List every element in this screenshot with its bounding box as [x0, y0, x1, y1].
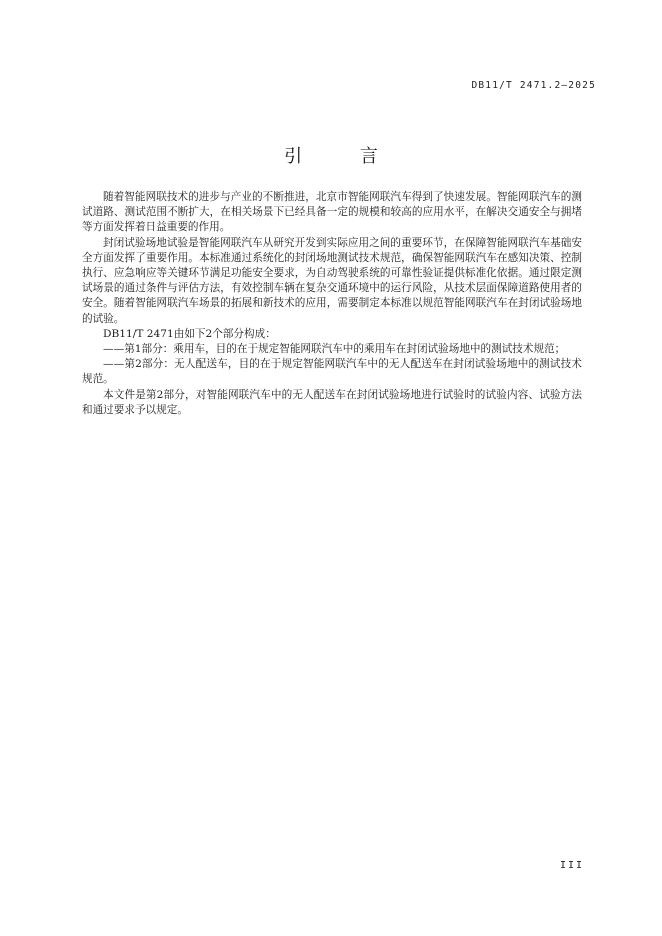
paragraph: 本文件是第2部分，对智能网联汽车中的无人配送车在封闭试验场地进行试验时的试验内容、试验方法和通过要求予以规定。	[82, 388, 582, 416]
page-number: III	[559, 860, 584, 871]
list-item: ——第2部分：无人配送车，目的在于规定智能网联汽车中的无人配送车在封闭试验场地中的测试技术规范。	[82, 358, 582, 386]
document-code: DB11/T 2471.2—2025	[471, 80, 596, 91]
list-item: ——第1部分：乘用车，目的在于规定智能网联汽车中的乘用车在封闭试验场地中的测试技术规范；	[103, 343, 566, 356]
introduction-body	[82, 190, 582, 418]
paragraph: 随着智能网联技术的进步与产业的不断推进，北京市智能网联汽车得到了快速发展。智能网联汽车的测试道路、测试范围不断扩大，在相关场景下已经具备一定的规模和较高的应用水平，在解决交通安全与拥堵等方面发挥着日益重要的作用。	[82, 191, 582, 234]
page-title: 引 言	[284, 146, 404, 167]
paragraph: 封闭试验场地试验是智能网联汽车从研究开发到实际应用之间的重要环节，在保障智能网联汽车基础安全方面发挥了重要作用。本标准通过系统化的封闭场地测试技术规范，确保智能网联汽车在感知决策、控制执行、应急响应等关键环节满足功能安全要求，为自动驾驶系统的可靠性验证提供标准化依据。通过限定测试场景的通过条件与评估方法，有效控制车辆在复杂交通环境中的运行风险，从技术层面保障道路使用者的安全。随着智能网联汽车场景的拓展和新技术的应用，需要制定本标准以规范智能网联汽车在封闭试验场地的试验。	[82, 236, 582, 325]
paragraph: DB11/T 2471由如下2个部分构成：	[103, 327, 276, 340]
